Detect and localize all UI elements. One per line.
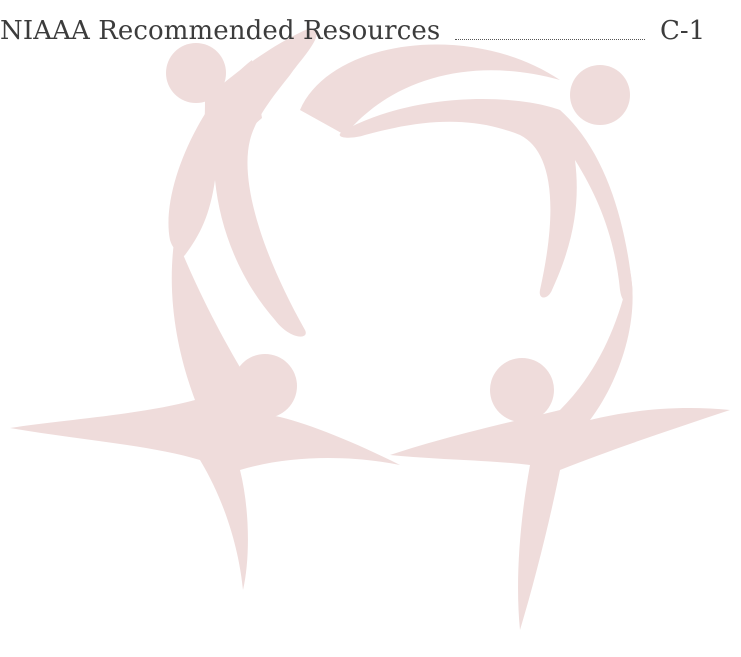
logo-head-bottom-right	[490, 358, 554, 422]
toc-page-number[interactable]: C-1	[660, 16, 706, 46]
toc-entry-title[interactable]: NIAAA Recommended Resources	[0, 16, 441, 46]
logo-figure-bottom-right	[390, 270, 730, 630]
toc-leader-dots	[455, 39, 645, 40]
toc-entry[interactable]	[0, 10, 741, 54]
logo-head-top-right	[570, 65, 630, 125]
logo-figure-top-right	[340, 99, 633, 303]
logo-figure-bottom-left	[10, 235, 400, 590]
